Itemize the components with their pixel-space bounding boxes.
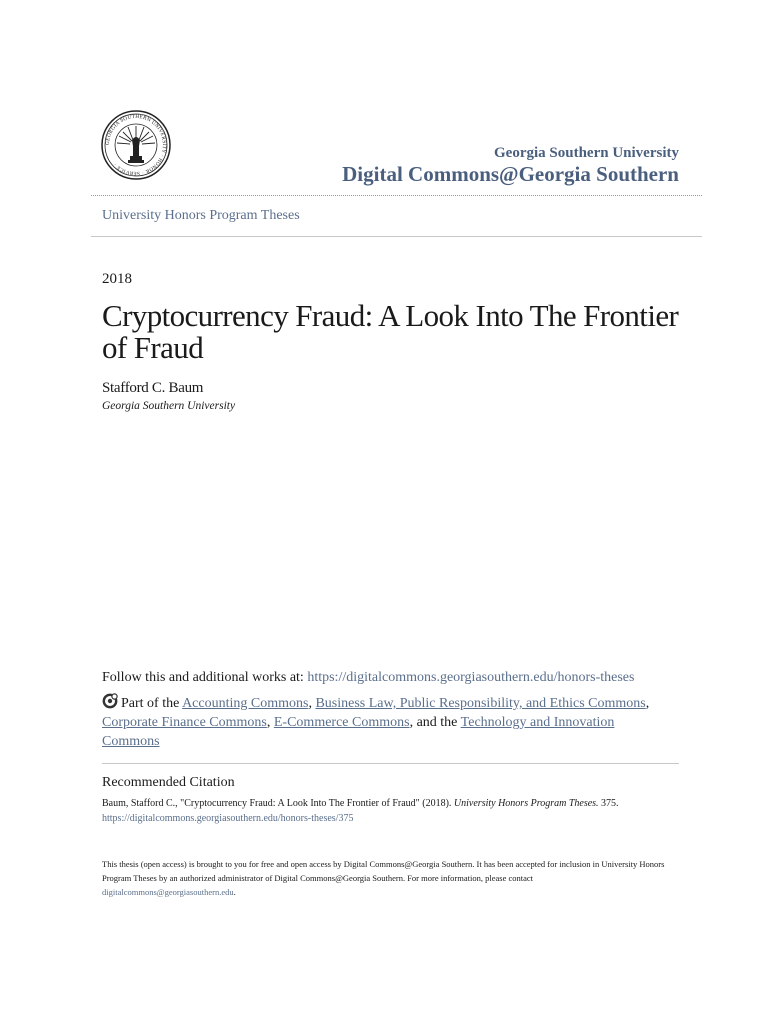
notice-end: . <box>233 887 236 897</box>
author-affiliation: Georgia Southern University <box>102 400 236 412</box>
citation-divider <box>102 763 679 764</box>
commons-network-icon <box>102 693 118 709</box>
citation-text <box>102 796 672 826</box>
follow-url-link[interactable]: https://digitalcommons.georgiasouthern.edu/honors-theses <box>307 670 635 685</box>
follow-line <box>102 670 634 686</box>
repository-name[interactable]: Digital Commons@Georgia Southern <box>342 162 679 186</box>
citation-body: Baum, Stafford C., "Cryptocurrency Fraud: A Look Into The Frontier of Fraud" (2018). <box>102 798 452 809</box>
follow-label: Follow this and additional works at: <box>102 670 304 685</box>
commons-link-business-law[interactable]: Business Law, Public Responsibility, and Ethics Commons <box>315 696 646 711</box>
commons-link-corporate-finance[interactable]: Corporate Finance Commons <box>102 715 267 730</box>
commons-link-accounting[interactable]: Accounting Commons <box>182 696 309 711</box>
part-of-prefix: Part of the <box>121 696 180 711</box>
commons-link-ecommerce[interactable]: E-Commerce Commons <box>273 715 410 730</box>
paper-title: Cryptocurrency Fraud: A Look Into The Frontier of Fraud <box>102 298 679 365</box>
notice-text: This thesis (open access) is brought to you for free and open access by Digital Commons@Georgia Southern. It has been accepted for inclusion in University Honors Program Theses by an authorized administrator of Digital Commons@Georgia Southern. For more information, please contact <box>102 859 665 883</box>
part-of-commons: Part of the Accounting Commons, Business Law, Public Responsibility, and Ethics Commons, Corporate Finance Commons, E-Commerce Commons, and the Technology and Innovation Commons <box>102 693 662 751</box>
publication-year: 2018 <box>102 271 132 287</box>
header-divider <box>91 195 702 196</box>
commons-link-technology-innovation[interactable]: Technology and Innovation Commons <box>102 715 615 749</box>
author-name: Stafford C. Baum <box>102 380 204 396</box>
contact-email-link[interactable]: digitalcommons@georgiasouthern.edu <box>102 887 234 897</box>
citation-url-link[interactable]: https://digitalcommons.georgiasouthern.edu/honors-theses/375 <box>102 813 354 824</box>
seal-text: GEORGIA SOUTHERN UNIVERSITY · HONOR · SERVICE · <box>104 113 168 177</box>
series-divider <box>91 236 702 237</box>
part-of-and-the: and the <box>416 715 458 730</box>
citation-series: University Honors Program Theses. <box>453 798 599 809</box>
series-link[interactable]: University Honors Program Theses <box>102 208 300 223</box>
university-name: Georgia Southern University <box>494 145 679 161</box>
access-notice <box>102 857 672 899</box>
citation-number: 375. <box>601 798 619 809</box>
citation-heading: Recommended Citation <box>102 775 235 790</box>
university-seal-logo <box>101 110 171 180</box>
